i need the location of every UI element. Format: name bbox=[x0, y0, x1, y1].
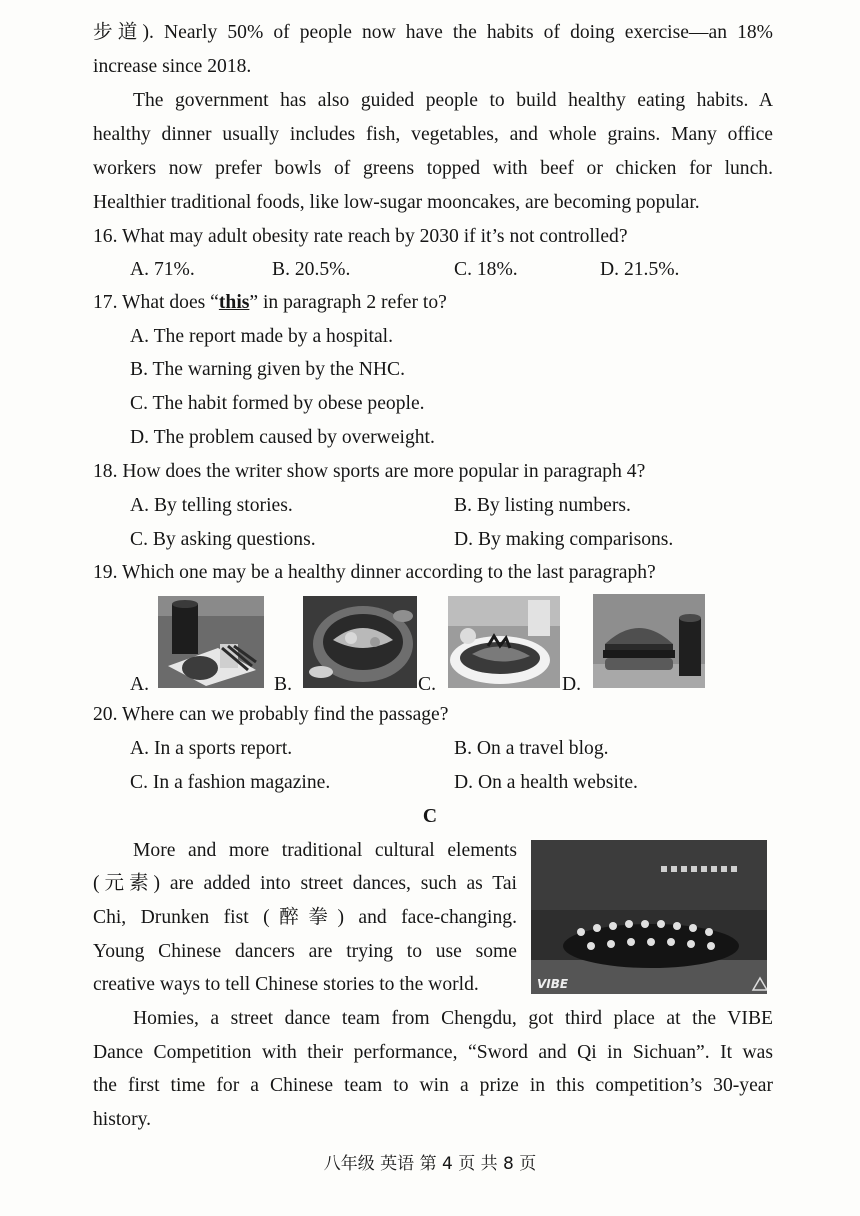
paragraph-line: The government has also guided people to build healthy eating habits. A bbox=[133, 90, 773, 111]
q19-option-a: A. bbox=[130, 674, 150, 695]
question-19-stem: 19. Which one may be a healthy dinner according to the last paragraph? bbox=[93, 562, 656, 583]
food-photo-d bbox=[593, 594, 705, 688]
paragraph-line: Homies, a street dance team from Chengdu, got third place at the VIBE bbox=[133, 1008, 773, 1029]
q18-option-c: C. By asking questions. bbox=[130, 529, 316, 550]
q16-option-b: B. 20.5%. bbox=[272, 259, 351, 280]
street-dance-photo bbox=[531, 840, 767, 994]
q16-option-c: C. 18%. bbox=[454, 259, 518, 280]
paragraph-line: healthy dinner usually includes fish, vegetables, and whole grains. Many office bbox=[93, 124, 773, 145]
q19-option-c: C. bbox=[418, 674, 436, 695]
paragraph-line: (元素) are added into street dances, such as Tai bbox=[93, 873, 517, 894]
paragraph-line: Dance Competition with their performance, “Sword and Qi in Sichuan”. It was bbox=[93, 1042, 773, 1063]
q17-option-a: A. The report made by a hospital. bbox=[130, 326, 393, 347]
question-17-stem bbox=[93, 288, 773, 318]
stem-text: 17. What does “ bbox=[93, 292, 219, 313]
q17-option-d: D. The problem caused by overweight. bbox=[130, 427, 435, 448]
question-20-stem: 20. Where can we probably find the passage? bbox=[93, 704, 449, 725]
food-photo-b bbox=[303, 596, 417, 688]
q20-option-d: D. On a health website. bbox=[454, 772, 638, 793]
paragraph-line: creative ways to tell Chinese stories to the world. bbox=[93, 974, 479, 995]
q19-option-d: D. bbox=[562, 674, 582, 695]
paragraph-line: increase since 2018. bbox=[93, 56, 252, 77]
q16-option-d: D. 21.5%. bbox=[600, 259, 680, 280]
paragraph-line: Young Chinese dancers are trying to use some bbox=[93, 941, 517, 962]
paragraph-line: workers now prefer bowls of greens topped with beef or chicken for lunch. bbox=[93, 158, 773, 179]
vibe-logo: VIBE bbox=[537, 977, 569, 991]
section-heading: C bbox=[422, 806, 438, 827]
question-18-stem: 18. How does the writer show sports are more popular in paragraph 4? bbox=[93, 461, 646, 482]
paragraph-line: 步道). Nearly 50% of people now have the habits of doing exercise—an 18% bbox=[93, 22, 773, 43]
q20-option-a: A. In a sports report. bbox=[130, 738, 293, 759]
q18-option-b: B. By listing numbers. bbox=[454, 495, 631, 516]
q18-option-a: A. By telling stories. bbox=[130, 495, 293, 516]
paragraph-line: Chi, Drunken fist (醉拳) and face-changing. bbox=[93, 907, 517, 928]
food-photo-c bbox=[448, 596, 560, 688]
stem-text: ” in paragraph 2 refer to? bbox=[249, 292, 447, 313]
question-16-stem: 16. What may adult obesity rate reach by 2030 if it’s not controlled? bbox=[93, 226, 628, 247]
q16-option-a: A. 71%. bbox=[130, 259, 195, 280]
page-footer: 八年级 英语 第 4 页 共 8 页 bbox=[323, 1154, 537, 1174]
paragraph-line: More and more traditional cultural elements bbox=[133, 840, 517, 861]
q20-option-b: B. On a travel blog. bbox=[454, 738, 609, 759]
q17-option-c: C. The habit formed by obese people. bbox=[130, 393, 425, 414]
q18-option-d: D. By making comparisons. bbox=[454, 529, 674, 550]
paragraph-line: Healthier traditional foods, like low-sugar mooncakes, are becoming popular. bbox=[93, 192, 700, 213]
food-photo-a bbox=[158, 596, 264, 688]
q19-option-b: B. bbox=[274, 674, 292, 695]
q17-option-b: B. The warning given by the NHC. bbox=[130, 359, 406, 380]
q20-option-c: C. In a fashion magazine. bbox=[130, 772, 331, 793]
paragraph-line: history. bbox=[93, 1109, 152, 1130]
paragraph-line: the first time for a Chinese team to win a prize in this competition’s 30-year bbox=[93, 1075, 773, 1096]
stem-keyword: this bbox=[218, 292, 250, 313]
